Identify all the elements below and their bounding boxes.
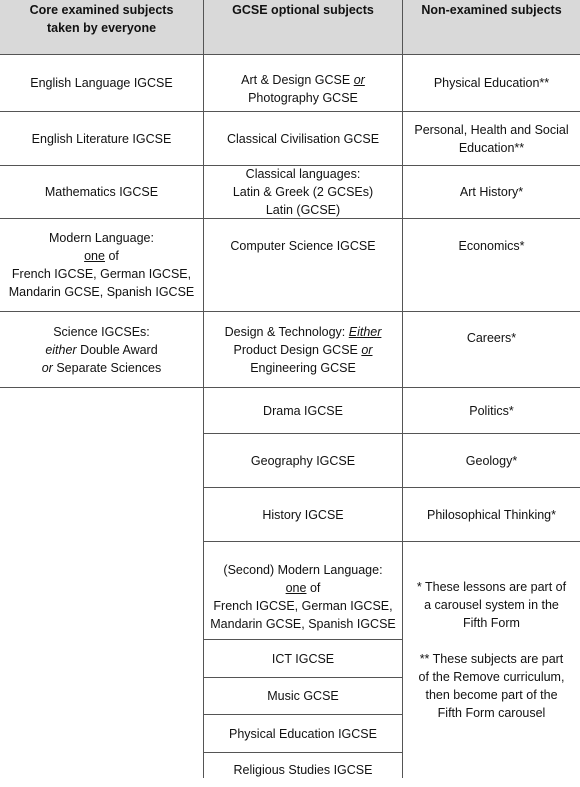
cell-text: History IGCSE xyxy=(262,507,344,522)
cell-text: Mathematics IGCSE xyxy=(44,185,159,199)
cell-text: Drama IGCSE xyxy=(263,403,343,418)
optional-design-technology xyxy=(204,312,402,387)
nonexam-art-history xyxy=(403,166,580,218)
cell-text: Separate Sciences xyxy=(52,360,162,375)
header-nonexamined-label: Non-examined subjects xyxy=(421,3,562,17)
note-line: Fifth Form carousel xyxy=(437,706,546,720)
header-optional-label: GCSE optional subjects xyxy=(232,3,374,17)
core-english-language xyxy=(0,55,203,111)
cell-text: of xyxy=(104,249,119,263)
cell-text: Double Award xyxy=(76,342,158,357)
cell-text: Personal, Health and Social xyxy=(414,122,569,137)
cell-text-line xyxy=(286,579,321,597)
cell-text: Careers* xyxy=(466,331,517,345)
cell-text: Politics* xyxy=(469,403,514,418)
cell-text: Economics* xyxy=(458,239,525,253)
cell-text-line xyxy=(241,71,365,89)
header-core-line1: Core examined subjects xyxy=(29,3,174,17)
cell-text: ICT IGCSE xyxy=(271,651,335,666)
optional-physical-education xyxy=(204,715,402,752)
cell-text: Latin & Greek (2 GCSEs) xyxy=(232,185,374,199)
cell-text-line xyxy=(45,341,157,359)
optional-art-design xyxy=(204,55,402,111)
cell-text: English Literature IGCSE xyxy=(31,131,172,146)
emphasis-either: Either xyxy=(348,324,382,339)
cell-text: Product Design GCSE xyxy=(233,342,362,357)
note-line: * These lessons are part of xyxy=(416,580,567,594)
cell-text: Computer Science IGCSE xyxy=(230,239,376,253)
core-mathematics xyxy=(0,166,203,218)
cell-text: Latin (GCSE) xyxy=(265,203,341,217)
optional-religious-studies xyxy=(204,753,402,787)
emphasis-or: or xyxy=(41,360,53,375)
cell-text: French IGCSE, German IGCSE, xyxy=(213,598,393,613)
carousel-footnote xyxy=(403,578,580,632)
cell-text-line xyxy=(225,323,382,341)
optional-ict xyxy=(204,640,402,677)
cell-text: Art History* xyxy=(459,185,524,199)
emphasis-either: either xyxy=(45,342,77,357)
emphasis-or: or xyxy=(361,342,373,357)
emphasis-or: or xyxy=(353,73,365,87)
nonexam-pshe xyxy=(403,112,580,165)
cell-text: Engineering GCSE xyxy=(250,360,356,375)
core-science xyxy=(0,312,203,387)
optional-computer-science xyxy=(204,219,402,311)
optional-music xyxy=(204,678,402,714)
header-nonexamined xyxy=(403,0,580,55)
cell-text: Music GCSE xyxy=(267,689,339,703)
optional-classical-languages xyxy=(204,166,402,218)
cell-text: Religious Studies IGCSE xyxy=(233,763,373,777)
core-english-literature xyxy=(0,112,203,165)
cell-text: Geography IGCSE xyxy=(250,453,356,468)
cell-text: Mandarin GCSE, Spanish IGCSE xyxy=(210,616,396,631)
cell-text: Design & Technology: xyxy=(224,324,349,339)
cell-text: French IGCSE, German IGCSE, xyxy=(11,267,192,281)
cell-text: Physical Education** xyxy=(433,76,550,90)
cell-text: Art & Design GCSE xyxy=(241,73,354,87)
optional-second-modern-language xyxy=(204,542,402,639)
nonexam-politics xyxy=(403,388,580,433)
header-optional xyxy=(204,0,402,55)
emphasis-one: one xyxy=(84,249,105,263)
note-line: of the Remove curriculum, xyxy=(418,670,565,684)
cell-text-line xyxy=(234,341,373,359)
core-modern-language xyxy=(0,219,203,311)
nonexam-geology xyxy=(403,434,580,487)
note-line: ** These subjects are part xyxy=(419,652,564,666)
nonexam-physical-education xyxy=(403,55,580,111)
optional-geography xyxy=(204,434,402,487)
cell-text: Philosophical Thinking* xyxy=(426,507,557,522)
cell-text: Science IGCSEs: xyxy=(53,324,150,339)
emphasis-one: one xyxy=(285,580,307,595)
nonexam-economics xyxy=(403,219,580,311)
header-core xyxy=(0,0,203,55)
remove-curriculum-footnote xyxy=(403,650,580,722)
cell-text: Mandarin GCSE, Spanish IGCSE xyxy=(8,285,195,299)
cell-text: (Second) Modern Language: xyxy=(223,562,383,577)
optional-drama xyxy=(204,388,402,433)
nonexam-careers xyxy=(403,312,580,387)
cell-text: of xyxy=(306,580,321,595)
cell-text: English Language IGCSE xyxy=(30,76,173,90)
cell-text: Classical Civilisation GCSE xyxy=(226,131,380,146)
cell-text: Modern Language: xyxy=(49,231,154,245)
nonexam-philosophical-thinking xyxy=(403,488,580,541)
cell-text-line xyxy=(42,359,162,377)
cell-text: Physical Education IGCSE xyxy=(229,726,377,741)
note-line: Fifth Form xyxy=(463,616,520,630)
cell-text: Classical languages: xyxy=(245,167,361,181)
header-core-line2: taken by everyone xyxy=(46,21,157,35)
cell-text: Geology* xyxy=(465,453,518,468)
cell-text: Photography GCSE xyxy=(248,91,358,105)
cell-text-line xyxy=(84,247,119,265)
note-line: a carousel system in the xyxy=(424,598,559,612)
cell-text: Education** xyxy=(458,140,525,155)
note-line: then become part of the xyxy=(425,688,558,702)
optional-classical-civilisation xyxy=(204,112,402,165)
optional-history xyxy=(204,488,402,541)
